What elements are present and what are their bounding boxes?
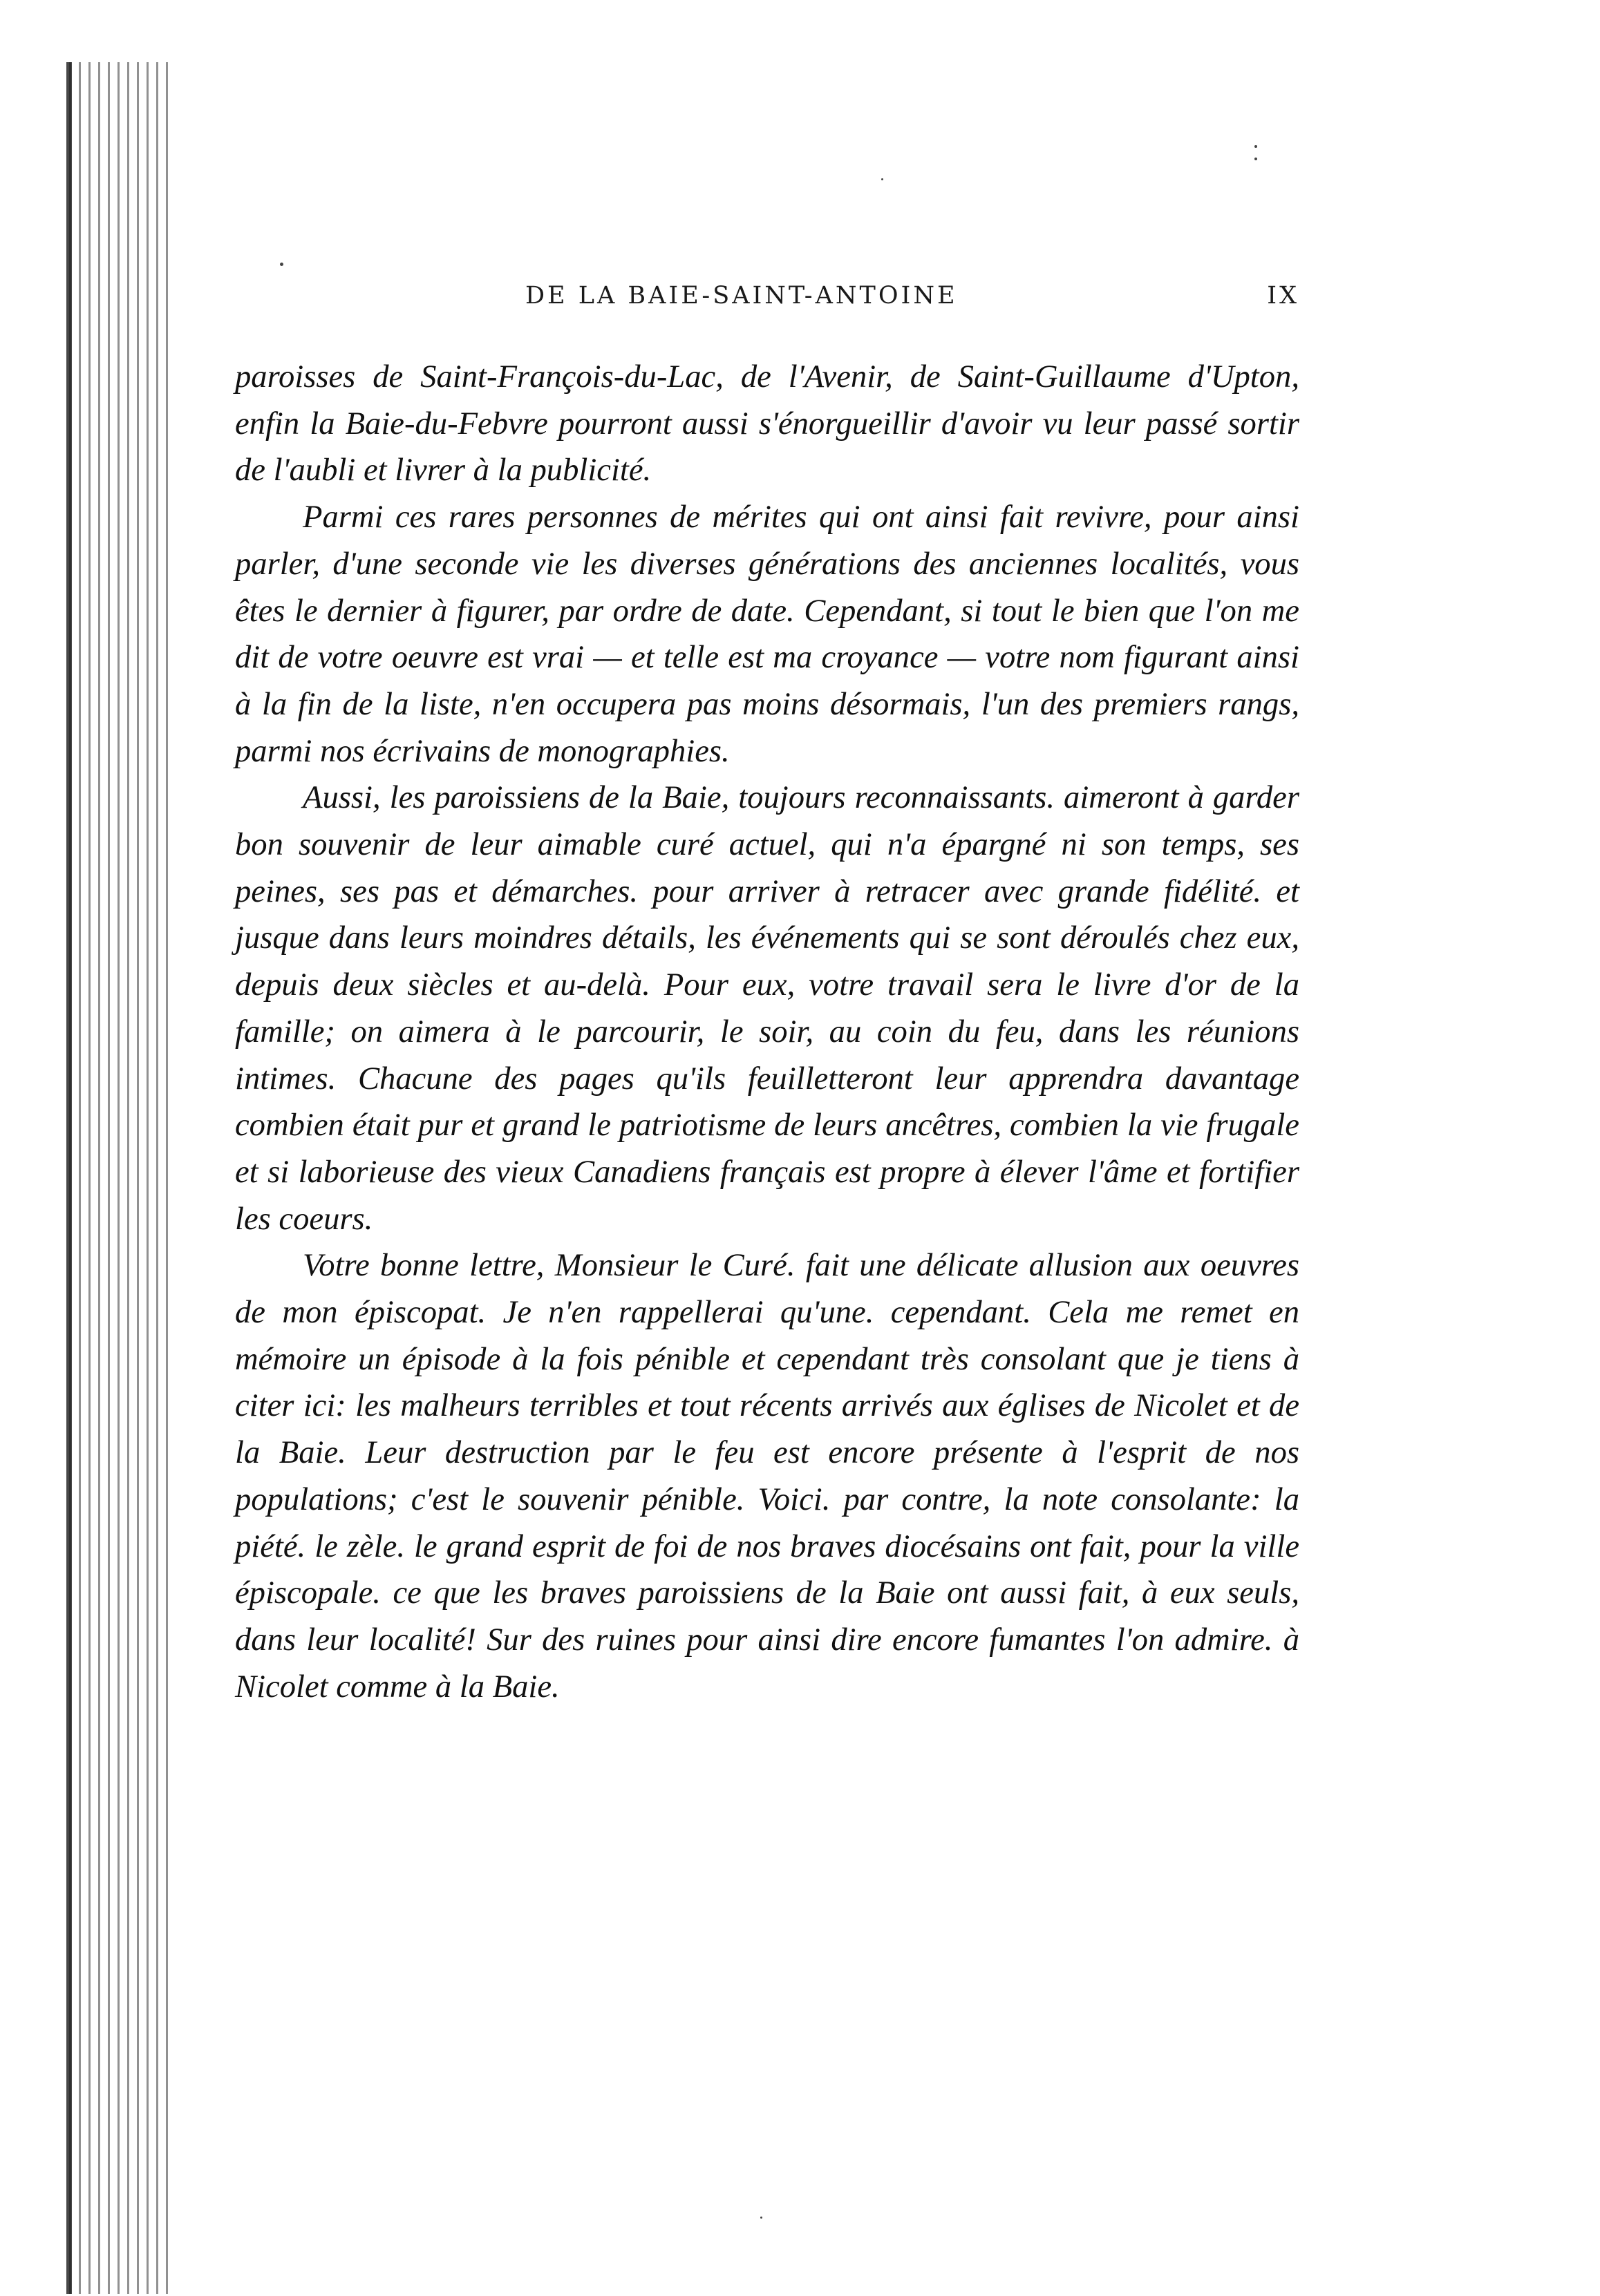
page-body (235, 354, 1299, 1710)
print-speck (760, 2217, 762, 2219)
print-speck (1254, 145, 1257, 148)
print-speck (1254, 158, 1257, 160)
binding-gutter-shadow (69, 62, 173, 2294)
print-speck (881, 178, 883, 180)
print-speck (280, 263, 283, 266)
paragraph-continuation: paroisses de Saint-François-du-Lac, de l'Avenir, de Saint-Guillaume d'Upton, enfin la Baie-du-Febvre pourront aussi s'énorgueillir d'avoir vu leur passé sortir de l'aubli et livrer à la publicité. (235, 359, 1299, 488)
paragraph: Parmi ces rares personnes de mérites qui ont ainsi fait revivre, pour ainsi parler, d'une seconde vie les diverses générations des anciennes localités, vous êtes le dernier à figurer, par ordre de date. Cependant, si tout le bien que l'on me dit de votre oeuvre est vrai — et telle est ma croyance — votre nom figurant ainsi à la fin de la liste, n'en occupera pas moins désormais, l'un des premiers rangs, parmi nos écrivains de monographies. (235, 499, 1299, 769)
paragraph: Votre bonne lettre, Monsieur le Curé. fait une délicate allusion aux oeuvres de mon épiscopat. Je n'en rappellerai qu'une. cependant. Cela me remet en mémoire un épisode à la fois pénible et cependant très consolant que je tiens à citer ici: les malheurs terribles et tout récents arrivés aux églises de Nicolet et de la Baie. Leur destruction par le feu est encore présente à l'esprit de nos populations; c'est le souvenir pénible. Voici. par contre, la note consolante: la piété. le zèle. le grand esprit de foi de nos braves diocésains ont fait, pour la ville épiscopale. ce que les braves paroissiens de la Baie ont aussi fait, à eux seuls, dans leur localité! Sur des ruines pour ainsi dire encore fumantes l'on admire. à Nicolet comme à la Baie. (235, 1247, 1299, 1705)
running-head (235, 282, 1299, 323)
paragraph: Aussi, les paroissiens de la Baie, toujours reconnaissants. aimeront à garder bon souvenir de leur aimable curé actuel, qui n'a épargné ni son temps, ses peines, ses pas et démarches. pour arriver à retracer avec grande fidélité. et jusque dans leurs moindres détails, les événements qui se sont déroulés chez eux, depuis deux siècles et au-delà. Pour eux, votre travail sera le livre d'or de la famille; on aimera à le parcourir, le soir, au coin du feu, dans les réunions intimes. Chacune des pages qu'ils feuilletteront leur apprendra davantage combien était pur et grand le patriotisme de leurs ancêtres, combien la vie frugale et si laborieuse des vieux Canadiens français est propre à élever l'âme et fortifier les coeurs. (235, 779, 1299, 1237)
running-head-title: DE LA BAIE-SAINT-ANTOINE (525, 282, 958, 310)
page-number: IX (1267, 282, 1299, 310)
